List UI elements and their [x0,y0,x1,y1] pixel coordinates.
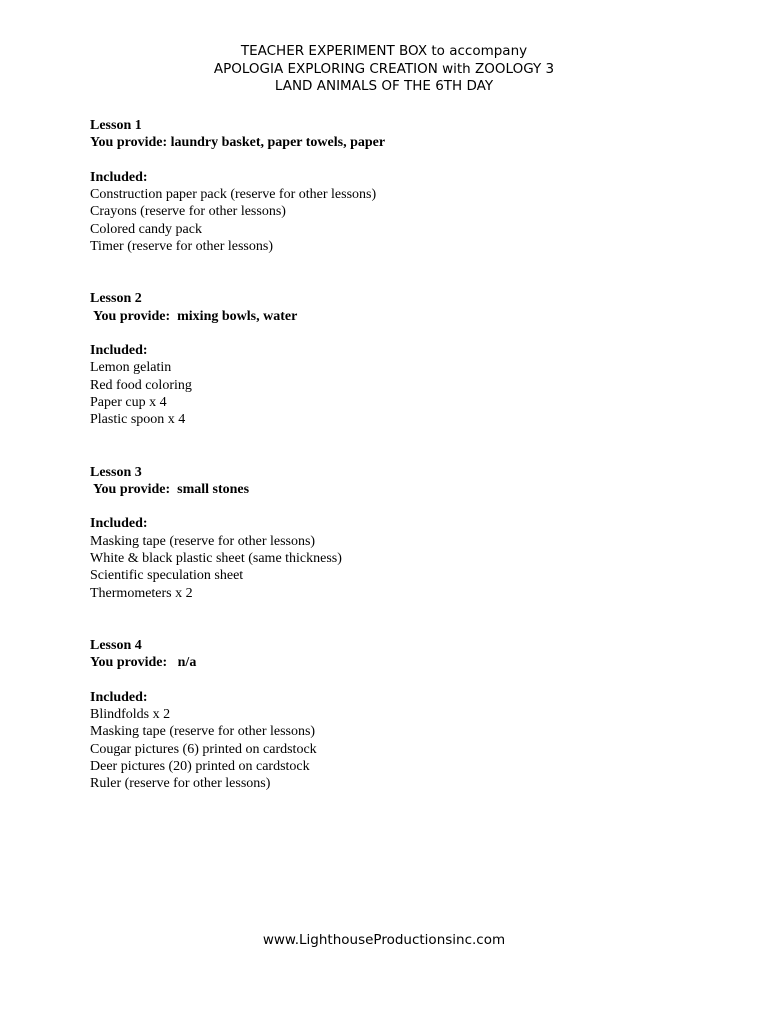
lesson-2 [90,290,710,446]
header-line-3: LAND ANIMALS OF THE 6TH DAY [274,78,494,94]
included-label: Included: [90,516,148,532]
spacer [90,429,710,446]
list-item: Scientific speculation sheet [90,568,244,584]
lesson-4 [90,637,710,793]
included-items [90,186,710,255]
list-item: White & black plastic sheet (same thickness) [90,551,342,567]
lesson-1 [90,117,710,273]
included-label: Included: [90,689,148,705]
spacer [90,152,710,169]
list-item: Ruler (reserve for other lessons) [90,776,271,792]
spacer [90,602,710,619]
you-provide-line: You provide: laundry basket, paper towels, paper [90,135,386,151]
list-item: Deer pictures (20) printed on cardstock [90,758,310,774]
spacer [90,498,710,515]
list-item: Timer (reserve for other lessons) [90,239,273,255]
you-provide-line: You provide: n/a [90,655,197,671]
lesson-list [90,117,710,792]
included-label: Included: [90,343,148,359]
spacer [90,325,710,342]
you-provide-line: You provide: mixing bowls, water [90,308,298,324]
list-item: Blindfolds x 2 [90,706,171,722]
list-item: Red food coloring [90,377,192,393]
lesson-title: Lesson 1 [90,118,142,133]
lesson-title: Lesson 4 [90,637,142,653]
spacer [90,671,710,688]
you-provide-line: You provide: small stones [90,481,250,497]
list-item: Crayons (reserve for other lessons) [90,204,286,220]
lesson-title: Lesson 3 [90,464,142,480]
header-line-2: APOLOGIA EXPLORING CREATION with ZOOLOGY 3 [213,60,555,77]
list-item: Masking tape (reserve for other lessons) [90,724,316,740]
header-line-1: TEACHER EXPERIMENT BOX to accompany [240,43,528,59]
lesson-title: Lesson 2 [90,291,142,307]
list-item: Construction paper pack (reserve for other lessons) [90,187,377,203]
spacer [90,255,710,272]
footer-url: www.LighthouseProductionsinc.com [262,932,506,948]
list-item: Lemon gelatin [90,360,172,376]
list-item: Paper cup x 4 [90,395,167,411]
included-label: Included: [90,169,148,185]
included-items [90,533,710,602]
list-item: Plastic spoon x 4 [90,412,186,428]
included-items [90,359,710,428]
lesson-3 [90,464,710,620]
list-item: Colored candy pack [90,221,202,237]
list-item: Thermometers x 2 [90,585,193,601]
document-header [0,43,768,96]
list-item: Cougar pictures (6) printed on cardstock [90,741,317,757]
list-item: Masking tape (reserve for other lessons) [90,533,316,549]
included-items [90,706,710,792]
